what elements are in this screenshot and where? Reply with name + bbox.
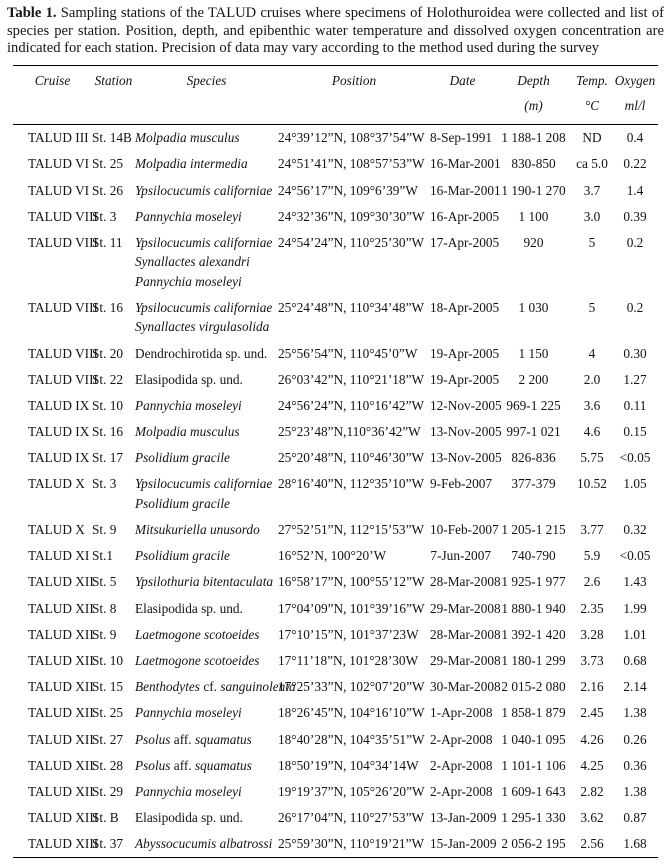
species-line: Molpadia intermedia	[135, 156, 248, 172]
table-row	[13, 151, 658, 177]
cell-oxygen: 0.2	[626, 234, 644, 250]
col-subheader-station	[92, 89, 135, 125]
cell-species	[135, 471, 278, 517]
cell-depth: 1 150	[518, 345, 549, 361]
cell-species	[135, 340, 278, 366]
cell-oxygen: 0.32	[623, 522, 647, 538]
cell-cruise: TALUD IX	[28, 424, 90, 440]
cell-oxygen: 0.68	[623, 652, 647, 668]
cell-depth: 1 101-1 106	[501, 757, 566, 773]
cell-temp: 2.45	[580, 705, 604, 721]
cell-cruise: TALUD XII	[28, 783, 94, 799]
cell-station: St. 10	[92, 397, 124, 413]
cell-date: 13-Jan-2009	[430, 810, 497, 826]
table-caption	[7, 5, 664, 58]
species-line: Mitsukuriella unusordo	[135, 522, 260, 538]
species-line: Elasipodida sp. und.	[135, 810, 243, 826]
species-line: Ypsilocucumis californiae	[135, 182, 273, 198]
cell-position: 25°23’48”N,110°36’42”W	[278, 424, 421, 440]
cell-temp: ca 5.0	[576, 156, 608, 172]
species-line: Pannychia moseleyi	[135, 273, 242, 289]
species-line: Ypsilothuria bitentaculata	[135, 574, 274, 590]
cell-date: 9-Feb-2007	[430, 476, 493, 492]
col-header-cruise: Cruise	[34, 72, 71, 88]
species-line: Psolidium gracile	[135, 450, 230, 466]
cell-depth: 740-790	[511, 548, 556, 564]
table-caption-label: Table 1.	[7, 5, 57, 21]
cell-oxygen: 1.05	[623, 476, 647, 492]
cell-species	[135, 805, 278, 831]
cell-date: 16-Mar-2001	[430, 156, 501, 172]
table-row	[13, 203, 658, 229]
cell-station: St. 25	[92, 156, 124, 172]
cell-date: 29-Mar-2008	[430, 600, 501, 616]
cell-cruise: TALUD XII	[28, 626, 94, 642]
cell-station: St. 20	[92, 345, 124, 361]
species-line: Benthodytes cf. sanguinolenta	[135, 679, 296, 695]
cell-depth: 1 040-1 095	[501, 731, 566, 747]
cell-oxygen: 0.2	[626, 299, 644, 315]
species-line: Ypsilocucumis californiae	[135, 476, 273, 492]
table-row	[13, 700, 658, 726]
table-row	[13, 366, 658, 392]
cell-position: 24°54’24”N, 110°25’30”W	[278, 234, 425, 250]
cell-species	[135, 543, 278, 569]
sampling-stations-table	[13, 65, 658, 858]
cell-cruise: TALUD XI	[28, 548, 90, 564]
cell-position: 24°56’17”N, 109°6’39”W	[278, 182, 418, 198]
table-row	[13, 805, 658, 831]
cell-position: 18°50’19”N, 104°34’14W	[278, 757, 419, 773]
cell-oxygen: 1.68	[623, 836, 647, 852]
cell-cruise: TALUD VI	[28, 182, 90, 198]
cell-oxygen: 1.01	[623, 626, 647, 642]
table-row	[13, 230, 658, 295]
cell-species	[135, 621, 278, 647]
cell-temp: 4.6	[583, 424, 601, 440]
cell-date: 12-Nov-2005	[430, 397, 502, 413]
cell-temp: 5.75	[580, 450, 604, 466]
cell-species	[135, 831, 278, 858]
cell-species	[135, 295, 278, 341]
cell-date: 19-Apr-2005	[430, 345, 500, 361]
cell-date: 2-Apr-2008	[430, 731, 493, 747]
cell-position: 18°40’28”N, 104°35’51”W	[278, 731, 425, 747]
cell-cruise: TALUD VI	[28, 156, 90, 172]
cell-depth: 1 030	[518, 299, 549, 315]
cell-species	[135, 779, 278, 805]
col-header-position: Position	[331, 72, 377, 88]
cell-station: St. 29	[92, 783, 124, 799]
col-header-oxygen: Oxygen	[614, 72, 656, 88]
cell-oxygen: <0.05	[619, 450, 651, 466]
cell-cruise: TALUD XII	[28, 679, 94, 695]
cell-station: St. 16	[92, 299, 124, 315]
cell-station: St. 5	[92, 574, 117, 590]
cell-cruise: TALUD III	[28, 130, 89, 146]
table-row	[13, 752, 658, 778]
species-line: Elasipodida sp. und.	[135, 600, 243, 616]
table-row	[13, 393, 658, 419]
cell-date: 7-Jun-2007	[430, 548, 491, 564]
species-line: Psolus aff. squamatus	[135, 757, 252, 773]
cell-cruise: TALUD XII	[28, 652, 94, 668]
species-line: Pannychia moseleyi	[135, 397, 242, 413]
cell-cruise: TALUD XII	[28, 600, 94, 616]
species-line: Psolus aff. squamatus	[135, 731, 252, 747]
cell-cruise: TALUD VIII	[28, 208, 98, 224]
cell-station: St. 14B	[92, 130, 132, 146]
cell-depth: 1 205-1 215	[501, 522, 566, 538]
cell-depth: 1 190-1 270	[501, 182, 566, 198]
cell-oxygen: 1.4	[626, 182, 644, 198]
cell-oxygen: 0.36	[623, 757, 647, 773]
cell-species	[135, 648, 278, 674]
cell-date: 13-Nov-2005	[430, 424, 502, 440]
cell-date: 16-Mar-2001	[430, 182, 501, 198]
cell-station: St. 28	[92, 757, 124, 773]
cell-depth: 997-1 021	[506, 424, 561, 440]
table-row	[13, 445, 658, 471]
cell-position: 25°56’54”N, 110°45’0”W	[278, 345, 418, 361]
cell-depth: 1 295-1 330	[501, 810, 566, 826]
cell-species	[135, 569, 278, 595]
cell-date: 2-Apr-2008	[430, 757, 493, 773]
cell-position: 17°10’15”N, 101°37’23W	[278, 626, 419, 642]
cell-station: St. 37	[92, 836, 124, 852]
table-row	[13, 471, 658, 517]
cell-cruise: TALUD VIII	[28, 371, 98, 387]
cell-oxygen: <0.05	[619, 548, 651, 564]
cell-station: St. 8	[92, 600, 117, 616]
species-line: Ypsilocucumis californiae	[135, 234, 273, 250]
cell-temp: 2.82	[580, 783, 604, 799]
species-line: Laetmogone scotoeides	[135, 652, 260, 668]
cell-oxygen: 0.22	[623, 156, 647, 172]
cell-date: 16-Apr-2005	[430, 208, 500, 224]
cell-position: 28°16’40”N, 112°35’10”W	[278, 476, 425, 492]
cell-depth: 2 056-2 195	[501, 836, 566, 852]
table-header	[13, 65, 658, 124]
table-row	[13, 595, 658, 621]
cell-temp: 2.16	[580, 679, 604, 695]
cell-oxygen: 0.15	[623, 424, 647, 440]
cell-oxygen: 0.30	[623, 345, 647, 361]
cell-depth: 1 180-1 299	[501, 652, 566, 668]
col-subheader-oxygen: ml/l	[624, 97, 646, 113]
cell-position: 27°52’51”N, 112°15’53”W	[278, 522, 425, 538]
cell-oxygen: 0.4	[626, 130, 644, 146]
cell-position: 26°03’42”N, 110°21’18”W	[278, 371, 425, 387]
cell-depth: 1 609-1 643	[501, 783, 566, 799]
cell-station: St. 17	[92, 450, 124, 466]
cell-cruise: TALUD IX	[28, 397, 90, 413]
cell-position: 25°20’48”N, 110°46’30”W	[278, 450, 425, 466]
cell-date: 28-Mar-2008	[430, 626, 501, 642]
table-row	[13, 177, 658, 203]
cell-station: St. 11	[92, 234, 123, 250]
cell-species	[135, 700, 278, 726]
cell-station: St. B	[92, 810, 119, 826]
cell-date: 1-Apr-2008	[430, 705, 493, 721]
cell-depth: 1 880-1 940	[501, 600, 566, 616]
cell-cruise: TALUD X	[28, 522, 85, 538]
cell-date: 15-Jan-2009	[430, 836, 497, 852]
cell-position: 16°52’N, 100°20’W	[278, 548, 387, 564]
species-line: Pannychia moseleyi	[135, 705, 242, 721]
cell-temp: 2.56	[580, 836, 604, 852]
cell-station: St. 25	[92, 705, 124, 721]
cell-species	[135, 177, 278, 203]
cell-depth: 1 925-1 977	[501, 574, 566, 590]
cell-cruise: TALUD IX	[28, 450, 90, 466]
col-subheader-species	[135, 89, 278, 125]
cell-oxygen: 1.99	[623, 600, 647, 616]
cell-oxygen: 2.14	[623, 679, 647, 695]
cell-temp: 3.77	[580, 522, 604, 538]
cell-oxygen: 0.39	[623, 208, 647, 224]
cell-species	[135, 230, 278, 295]
cell-depth: 377-379	[511, 476, 556, 492]
cell-temp: 3.62	[580, 810, 604, 826]
table-row	[13, 621, 658, 647]
cell-depth: 2 200	[518, 371, 549, 387]
cell-temp: 4.25	[580, 757, 604, 773]
cell-depth: 830-850	[511, 156, 556, 172]
cell-temp: 4.26	[580, 731, 604, 747]
col-subheader-cruise	[13, 89, 92, 125]
cell-species	[135, 151, 278, 177]
table-row	[13, 124, 658, 151]
cell-temp: 2.6	[583, 574, 601, 590]
cell-station: St.1	[92, 548, 114, 564]
cell-cruise: TALUD VIII	[28, 234, 98, 250]
cell-species	[135, 366, 278, 392]
cell-date: 28-Mar-2008	[430, 574, 501, 590]
cell-station: St. 9	[92, 522, 117, 538]
cell-date: 2-Apr-2008	[430, 783, 493, 799]
cell-oxygen: 0.87	[623, 810, 647, 826]
cell-species	[135, 752, 278, 778]
cell-species	[135, 674, 296, 700]
cell-cruise: TALUD XII	[28, 757, 94, 773]
cell-oxygen: 0.26	[623, 731, 647, 747]
cell-cruise: TALUD XII	[28, 705, 94, 721]
cell-species	[135, 393, 278, 419]
cell-station: St. 3	[92, 476, 117, 492]
species-line: Elasipodida sp. und.	[135, 371, 243, 387]
table-row	[13, 831, 658, 858]
cell-species	[135, 726, 278, 752]
table-body	[13, 124, 658, 857]
species-line: Dendrochirotida sp. und.	[135, 345, 268, 361]
table-row	[13, 569, 658, 595]
cell-species	[135, 517, 278, 543]
cell-oxygen: 1.38	[623, 705, 647, 721]
cell-date: 8-Sep-1991	[430, 130, 493, 146]
species-line: Synallactes virgulasolida	[135, 319, 270, 335]
cell-cruise: TALUD VIII	[28, 299, 98, 315]
cell-position: 24°32’36”N, 109°30’30”W	[278, 208, 425, 224]
cell-species	[135, 419, 278, 445]
cell-temp: 5.9	[583, 548, 601, 564]
cell-position: 24°56’24”N, 110°16’42”W	[278, 397, 425, 413]
cell-species	[135, 124, 278, 151]
cell-station: St. 26	[92, 182, 124, 198]
table-row	[13, 517, 658, 543]
table-row	[13, 726, 658, 752]
species-line: Synallactes alexandri	[135, 254, 250, 270]
cell-date: 30-Mar-2008	[430, 679, 501, 695]
cell-position: 18°26’45”N, 104°16’10”W	[278, 705, 425, 721]
cell-depth: 969-1 225	[506, 397, 561, 413]
col-subheader-date	[430, 89, 495, 125]
cell-temp: ND	[582, 130, 602, 146]
cell-station: St. 15	[92, 679, 124, 695]
cell-station: St. 3	[92, 208, 117, 224]
cell-date: 19-Apr-2005	[430, 371, 500, 387]
cell-position: 24°51’41”N, 108°57’53”W	[278, 156, 425, 172]
cell-position: 24°39’12”N, 108°37’54”W	[278, 130, 425, 146]
table-row	[13, 674, 658, 700]
table-row	[13, 295, 658, 341]
cell-temp: 2.35	[580, 600, 604, 616]
species-line: Molpadia musculus	[135, 424, 240, 440]
cell-temp: 4	[588, 345, 596, 361]
cell-depth: 1 858-1 879	[501, 705, 566, 721]
cell-temp: 5	[588, 299, 596, 315]
cell-depth: 826-836	[511, 450, 556, 466]
cell-temp: 3.7	[583, 182, 601, 198]
cell-species	[135, 203, 278, 229]
cell-temp: 3.28	[580, 626, 604, 642]
cell-position: 16°58’17”N, 100°55’12”W	[278, 574, 425, 590]
table-row	[13, 543, 658, 569]
cell-cruise: TALUD XIII	[28, 836, 99, 852]
cell-date: 18-Apr-2005	[430, 299, 500, 315]
table-caption-text: Sampling stations of the TALUD cruises where specimens of Holothuroidea were collected and list of species per station. Position, depth, and epibenthic water temperature and dissolved oxygen concentration are indicated for each station. Precision of data may vary according to the method used during the survey	[7, 5, 664, 57]
cell-depth: 920	[523, 234, 544, 250]
table-row	[13, 419, 658, 445]
species-line: Pannychia moseleyi	[135, 208, 242, 224]
cell-date: 17-Apr-2005	[430, 234, 500, 250]
cell-date: 29-Mar-2008	[430, 652, 501, 668]
cell-temp: 10.52	[577, 476, 607, 492]
species-line: Abyssocucumis albatrossi	[135, 836, 273, 852]
cell-depth: 2 015-2 080	[501, 679, 566, 695]
cell-position: 19°19’37”N, 105°26’20”W	[278, 783, 425, 799]
cell-position: 17°04’09”N, 101°39’16”W	[278, 600, 425, 616]
cell-station: St. 27	[92, 731, 124, 747]
table-row	[13, 648, 658, 674]
cell-cruise: TALUD XII	[28, 574, 94, 590]
species-line: Psolidium gracile	[135, 495, 230, 511]
cell-position: 17°25’33”N, 102°07’20”W	[278, 679, 425, 695]
cell-oxygen: 1.38	[623, 783, 647, 799]
cell-cruise: TALUD XIII	[28, 810, 99, 826]
table-row	[13, 340, 658, 366]
cell-temp: 3.0	[583, 208, 601, 224]
species-line: Psolidium gracile	[135, 548, 230, 564]
cell-species	[135, 595, 278, 621]
col-subheader-temp: °C	[584, 97, 600, 113]
table-row	[13, 779, 658, 805]
cell-species	[135, 445, 278, 471]
species-line: Pannychia moseleyi	[135, 783, 242, 799]
species-line: Molpadia musculus	[135, 130, 240, 146]
col-header-temp: Temp.	[576, 72, 608, 88]
col-header-species: Species	[186, 72, 227, 88]
col-subheader-depth: (m)	[524, 97, 543, 113]
cell-station: St. 16	[92, 424, 124, 440]
cell-temp: 3.73	[580, 652, 604, 668]
cell-position: 17°11’18”N, 101°28’30W	[278, 652, 419, 668]
cell-date: 10-Feb-2007	[430, 522, 499, 538]
species-line: Ypsilocucumis californiae	[135, 299, 273, 315]
cell-date: 13-Nov-2005	[430, 450, 502, 466]
cell-oxygen: 1.27	[623, 371, 647, 387]
cell-station: St. 10	[92, 652, 124, 668]
col-header-station: Station	[94, 72, 133, 88]
species-line: Laetmogone scotoeides	[135, 626, 260, 642]
cell-cruise: TALUD X	[28, 476, 85, 492]
cell-depth: 1 100	[518, 208, 549, 224]
cell-position: 26°17’04”N, 110°27’53”W	[278, 810, 425, 826]
cell-oxygen: 1.43	[623, 574, 647, 590]
cell-oxygen: 0.11	[623, 397, 647, 413]
cell-temp: 3.6	[583, 397, 601, 413]
cell-station: St. 22	[92, 371, 124, 387]
cell-depth: 1 392-1 420	[501, 626, 566, 642]
cell-station: St. 9	[92, 626, 117, 642]
cell-cruise: TALUD VIII	[28, 345, 98, 361]
col-header-depth: Depth	[517, 72, 550, 88]
cell-position: 25°24’48”N, 110°34’48”W	[278, 299, 425, 315]
cell-cruise: TALUD XII	[28, 731, 94, 747]
col-subheader-position	[278, 89, 430, 125]
cell-temp: 2.0	[583, 371, 601, 387]
cell-depth: 1 188-1 208	[501, 130, 566, 146]
cell-temp: 5	[588, 234, 596, 250]
cell-position: 25°59’30”N, 110°19’21”W	[278, 836, 425, 852]
col-header-date: Date	[449, 72, 476, 88]
